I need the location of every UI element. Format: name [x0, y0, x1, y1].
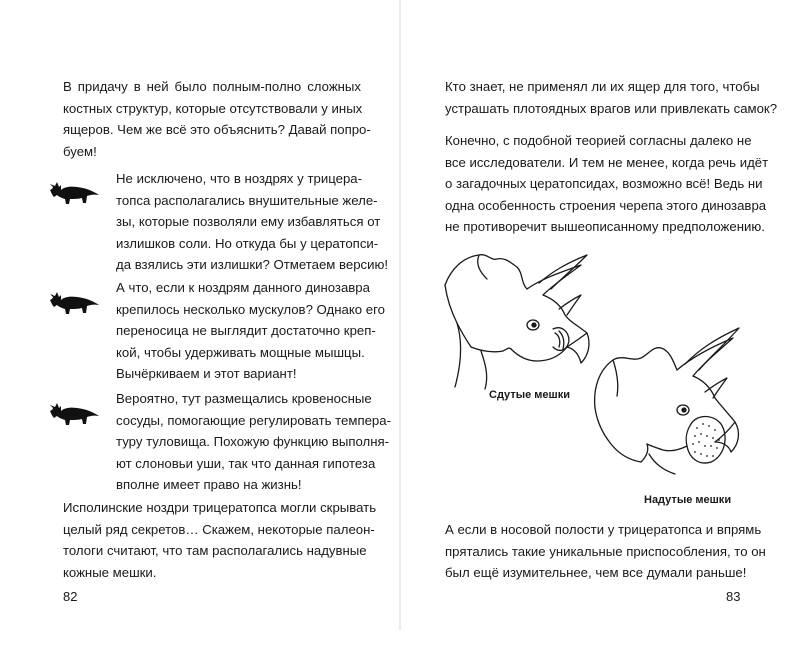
text-line: да взялись эти излишки? Отметаем версию!: [116, 257, 389, 272]
text-line: А если в носовой полости у трицератопса и впрямь: [445, 522, 762, 537]
text-line: туру туловища. Похожую функцию выполня-: [116, 434, 390, 449]
right-page: [401, 0, 800, 630]
page-bottom-edge: [0, 630, 800, 646]
text-line: был ещё изумительнее, чем все думали раньше!: [445, 565, 747, 580]
text-line: Не исключено, что в ноздрях у трицера-: [116, 171, 362, 186]
text-line: А что, если к ноздрям данного динозавра: [116, 280, 370, 295]
text-line: ящеров. Чем же всё это объяснить? Давай попро-: [63, 122, 371, 137]
triceratops-skull-deflated-illustration: [441, 243, 611, 393]
page-number-left: 82: [63, 589, 78, 604]
hypothesis-muscles: [116, 277, 385, 385]
text-line: Конечно, с подобной теорией согласны далеко не: [445, 133, 752, 148]
left-paragraph-closing: [63, 497, 377, 583]
left-page: [0, 0, 399, 630]
triceratops-icon: [46, 288, 102, 316]
text-line: вполне имеет право на жизнь!: [116, 477, 302, 492]
text-line: прятались такие уникальные приспособления, то он: [445, 543, 766, 559]
triceratops-skull-inflated-illustration: [589, 318, 749, 478]
page-number-right: 83: [726, 589, 741, 604]
text-line: топса располагались внушительные желе-: [116, 192, 378, 208]
text-line: устрашать плотоядных врагов или привлекать самок?: [445, 100, 778, 116]
text-line: Кто знает, не применял ли их ящер для того, чтобы: [445, 79, 760, 94]
text-line: кой, чтобы удерживать мощные мышцы.: [116, 344, 365, 360]
text-line: зы, которые позволяли ему избавляться от: [116, 214, 381, 229]
text-line: излишков соли. Но откуда бы у цератопси-: [116, 235, 379, 251]
right-paragraph-3: [445, 519, 766, 584]
text-line: крепилось несколько мускулов? Однако его: [116, 301, 385, 317]
right-paragraph-1: [445, 76, 778, 119]
hypothesis-salt-glands: [116, 168, 389, 276]
text-line: одна особенность строения черепа этого динозавра: [445, 197, 767, 213]
caption-inflated-sacs: Надутые мешки: [644, 494, 732, 506]
right-paragraph-2: [445, 130, 769, 238]
text-line: все исследователи. И тем не менее, когда речь идёт: [445, 154, 769, 170]
text-line: не противоречит вышеописанному предположению.: [445, 219, 765, 234]
hypothesis-blood-vessels: [116, 388, 391, 496]
text-line: костных структур, которые отсутствовали у иных: [63, 100, 363, 116]
triceratops-icon: [46, 178, 102, 206]
text-line: В придачу в ней было полным-полно сложных: [63, 79, 361, 94]
text-line: тологи считают, что там располагались надувные: [63, 543, 367, 558]
text-line: целый ряд секретов… Скажем, некоторые палеон-: [63, 521, 375, 537]
left-paragraph-intro: [63, 76, 371, 162]
text-line: буем!: [63, 143, 97, 159]
text-line: переносица не выглядит достаточно креп-: [116, 323, 376, 338]
text-line: о загадочных цератопсидах, возможно всё! Ведь ни: [445, 176, 763, 191]
text-line: Вероятно, тут размещались кровеносные: [116, 391, 372, 406]
caption-deflated-sacs: Сдутые мешки: [489, 389, 570, 401]
triceratops-icon: [46, 399, 102, 427]
text-line: кожные мешки.: [63, 564, 157, 580]
text-line: Вычёркиваем и этот вариант!: [116, 366, 297, 381]
text-line: сосуды, помогающие регулировать темпера-: [116, 412, 391, 428]
text-line: ют слоновьи уши, так что данная гипотеза: [116, 455, 376, 471]
text-line: Исполинские ноздри трицератопса могли скрывать: [63, 500, 377, 515]
